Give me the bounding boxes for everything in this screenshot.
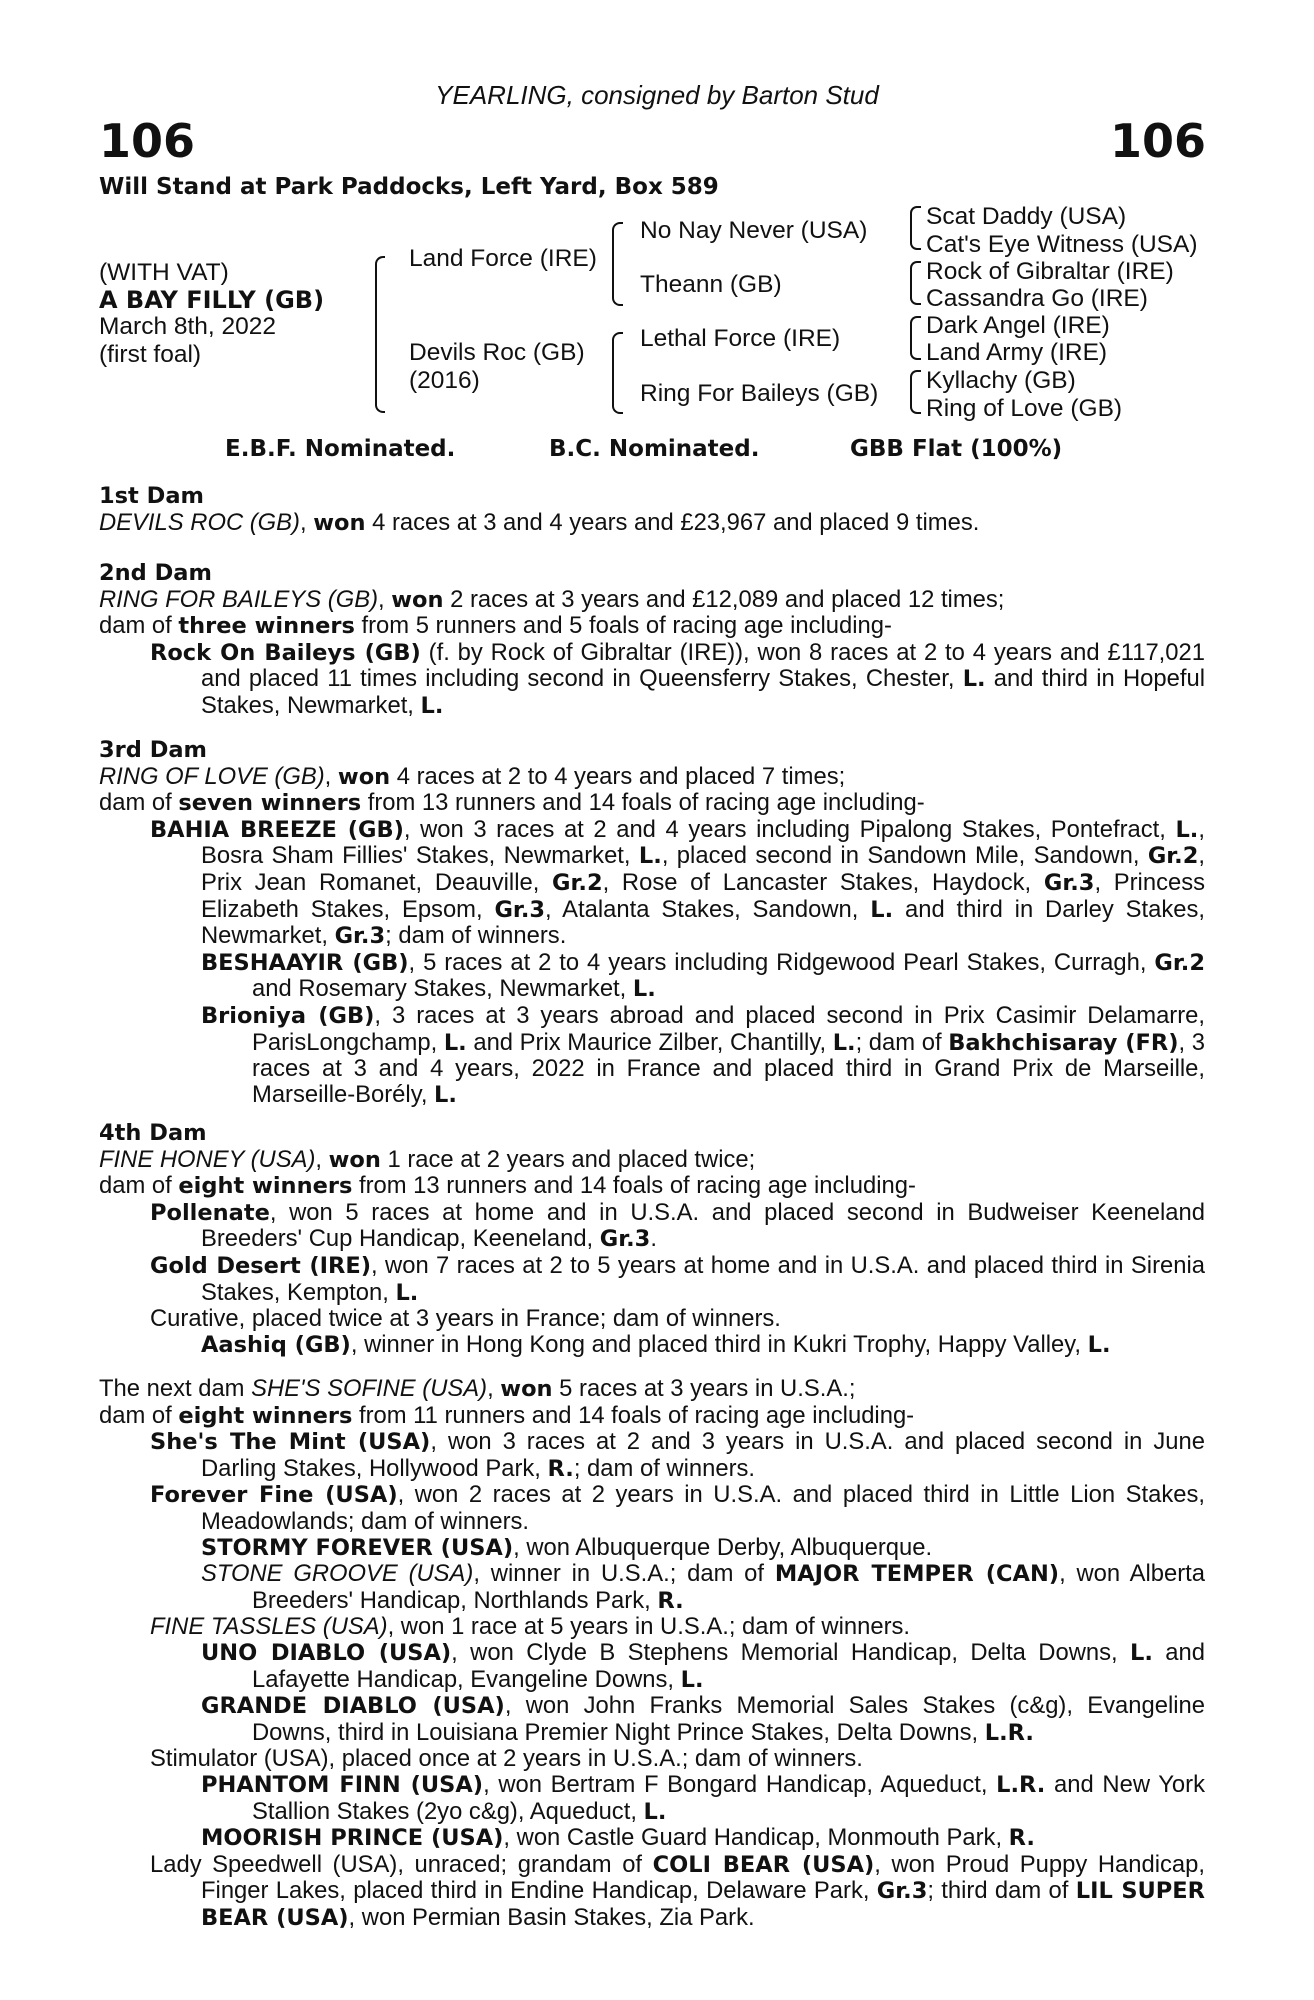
lot-number-right: 106: [1109, 114, 1206, 168]
race-grade: Gr.3: [876, 1878, 928, 1905]
produce-entry: [99, 1535, 1205, 1562]
first-dam-record: 4 races at 3 and 4 years and £23,967 and placed 9 times.: [365, 508, 980, 536]
produce-text: , won Albuquerque Derby, Albuquerque.: [513, 1533, 933, 1561]
third-dam-record: 4 races at 2 to 4 years and placed 7 times;: [390, 762, 846, 790]
produce-text: ; dam of: [855, 1028, 949, 1056]
produce-text: , won Proud Puppy Handicap, Finger Lakes, placed third in Endine Handicap, Delaware Park,: [201, 1850, 1205, 1905]
third-dam-name: RING OF LOVE (GB): [99, 762, 325, 790]
produce-text: , 3 races at 3 years abroad and placed second in Prix Casimir Delamarre, ParisLongchamp,: [252, 1001, 1205, 1056]
race-grade: L.R.: [996, 1771, 1046, 1798]
produce-name: Brioniya (GB): [201, 1002, 375, 1029]
produce-text: and Prix Maurice Zilber, Chantilly,: [466, 1028, 833, 1056]
race-grade: R.: [547, 1455, 574, 1482]
third-dam-line: RING OF LOVE (GB), won 4 races at 2 to 4 years and placed 7 times;: [99, 762, 846, 790]
pedigree-sire-dam: Theann (GB): [640, 271, 782, 298]
third-dam-heading: 3rd Dam: [99, 737, 207, 763]
produce-text: , won Permian Basin Stakes, Zia Park.: [348, 1903, 755, 1931]
pedigree-brace-g1: [910, 206, 921, 250]
second-dam-produce: [99, 613, 1205, 640]
produce-text: , won 7 races at 2 to 5 years at home and in U.S.A. and placed third in Sirenia Stakes, Kempton,: [201, 1251, 1205, 1306]
race-grade: L.R.: [984, 1719, 1034, 1746]
produce-name: Rock On Baileys (GB): [150, 639, 421, 666]
fourth-dam-section: [99, 1121, 1205, 1358]
produce-name: LIL SUPER BEAR (USA): [201, 1878, 1205, 1931]
produce-text: Lady Speedwell (USA), unraced; grandam of: [150, 1850, 653, 1878]
produce-name: Aashiq (GB): [201, 1331, 351, 1358]
race-grade: Gr.2: [1154, 949, 1205, 976]
produce-name: FINE TASSLES (USA): [150, 1613, 388, 1641]
won-label: won: [313, 509, 366, 536]
won-label: won: [500, 1376, 553, 1402]
lot-number-left: 106: [99, 114, 196, 168]
produce-name: COLI BEAR (USA): [652, 1851, 875, 1878]
produce-text: , won Clyde B Stephens Memorial Handicap, Delta Downs,: [451, 1638, 1131, 1666]
pedigree-brace-g4: [910, 370, 921, 414]
produce-entry: [99, 1003, 1205, 1108]
next-dam-name: SHE'S SOFINE (USA): [251, 1375, 488, 1402]
produce-entry: [99, 950, 1205, 1003]
fourth-dam-produce: [99, 1173, 1205, 1200]
produce-text: ; dam of winners.: [385, 922, 567, 950]
race-grade: L.: [1175, 816, 1199, 843]
pedigree-g3-2: Cat's Eye Witness (USA): [926, 231, 1198, 258]
won-label: won: [328, 1146, 381, 1173]
pedigree-brace-g3: [910, 316, 921, 360]
next-dam-intro: The next dam: [99, 1375, 252, 1402]
race-grade: Gr.2: [552, 869, 603, 896]
runners-text: from 13 runners and 14 foals of racing age including-: [361, 789, 925, 817]
produce-text: Curative, placed twice at 3 years in France; dam of winners.: [150, 1305, 781, 1333]
produce-text: ; third dam of: [927, 1877, 1076, 1905]
produce-text: , won 3 races at 2 and 4 years including Pipalong Stakes, Pontefract,: [403, 815, 1176, 843]
produce-entry: [99, 1306, 1205, 1332]
race-grade: Gr.3: [599, 1226, 651, 1253]
produce-name: PHANTOM FINN (USA): [201, 1771, 484, 1798]
produce-text: Stimulator (USA), placed once at 2 years in U.S.A.; dam of winners.: [150, 1745, 863, 1773]
produce-name: STORMY FOREVER (USA): [201, 1534, 514, 1561]
produce-entry: [99, 1614, 1205, 1640]
winners-count: eight winners: [178, 1173, 353, 1200]
produce-name: BESHAAYIR (GB): [201, 949, 409, 976]
produce-entry: [99, 1482, 1205, 1534]
produce-entry: [99, 1746, 1205, 1772]
foal-note: (first foal): [99, 341, 202, 368]
produce-text: , winner in U.S.A.; dam of: [473, 1560, 775, 1588]
produce-text: and New York Stallion Stakes (2yo c&g), Aqueduct,: [252, 1770, 1205, 1825]
produce-text: , Bosra Sham Fillies' Stakes, Newmarket,: [201, 815, 1205, 870]
produce-text: , won 2 races at 2 years in U.S.A. and placed third in Little Lion Stakes, Meadowlands; dam of winners.: [201, 1481, 1205, 1535]
first-dam-name: DEVILS ROC (GB): [99, 508, 300, 536]
pedigree-g3-1: Scat Daddy (USA): [926, 203, 1127, 230]
produce-name: Gold Desert (IRE): [150, 1252, 372, 1279]
race-grade: L.: [870, 896, 894, 923]
race-grade: R.: [657, 1587, 684, 1614]
produce-text: , Prix Jean Romanet, Deauville,: [201, 842, 1205, 896]
produce-text: , won Alberta Breeders' Handicap, Northlands Park,: [252, 1560, 1205, 1614]
race-grade: L.: [643, 1798, 667, 1825]
horse-name: A BAY FILLY (GB): [99, 286, 325, 314]
race-grade: R.: [1008, 1825, 1035, 1852]
dam-of: dam of: [99, 789, 179, 817]
produce-name: BAHIA BREEZE (GB): [150, 816, 404, 843]
produce-entry: [99, 817, 1205, 950]
produce-name: Bakhchisaray (FR): [948, 1029, 1179, 1056]
produce-entry: [99, 1332, 1205, 1359]
runners-text: from 13 runners and 14 foals of racing age including-: [352, 1172, 916, 1200]
pedigree-g3-4: Cassandra Go (IRE): [926, 285, 1148, 312]
pedigree-dam-brace: [612, 332, 623, 414]
pedigree-brace-g2: [910, 261, 921, 305]
bc-nomination: B.C. Nominated.: [549, 436, 760, 462]
foaled-date: March 8th, 2022: [99, 313, 277, 340]
race-grade: L.: [680, 1666, 704, 1693]
produce-text: and third in Darley Stakes, Newmarket,: [201, 895, 1205, 950]
next-dam-section: [99, 1376, 1205, 1931]
stable-location: Will Stand at Park Paddocks, Left Yard, Box 589: [99, 174, 719, 200]
pedigree-dam-dam: Ring For Baileys (GB): [640, 380, 879, 407]
winners-count: eight winners: [178, 1402, 353, 1429]
pedigree-g3-3: Rock of Gibraltar (IRE): [926, 258, 1174, 285]
race-grade: Gr.3: [334, 923, 386, 950]
pedigree-g3-8: Ring of Love (GB): [926, 395, 1123, 422]
produce-text: (f. by Rock of Gibraltar (IRE)), won 8 races at 2 to 4 years and £117,021 and placed 11 times including second in Queensferry Stakes, Chester,: [201, 638, 1205, 693]
pedigree-g3-7: Kyllachy (GB): [926, 367, 1076, 394]
third-dam-produce: [99, 790, 1205, 817]
produce-name: Forever Fine (USA): [150, 1482, 398, 1509]
produce-text: , 5 races at 2 to 4 years including Ridgewood Pearl Stakes, Curragh,: [408, 948, 1155, 976]
produce-text: , 3 races at 3 and 4 years, 2022 in France and placed third in Grand Prix de Marseille, Marseille-Borély,: [252, 1028, 1205, 1108]
produce-text: ; dam of winners.: [573, 1454, 756, 1482]
produce-entry: [99, 1253, 1205, 1306]
second-dam-section: [99, 561, 1205, 720]
produce-text: , won 5 races at home and in U.S.A. and placed second in Budweiser Keeneland Breeders' Cup Handicap, Keeneland,: [201, 1198, 1205, 1253]
dam-of: dam of: [99, 1401, 179, 1429]
produce-name: She's The Mint (USA): [150, 1429, 431, 1456]
won-label: won: [391, 586, 444, 613]
produce-text: and Rosemary Stakes, Newmarket,: [252, 975, 633, 1003]
produce-text: , Rose of Lancaster Stakes, Haydock,: [602, 868, 1044, 896]
pedigree-sire-sire: No Nay Never (USA): [640, 217, 868, 244]
race-grade: L.: [443, 1029, 467, 1056]
third-dam-section: [99, 738, 1205, 1108]
second-dam-record: 2 races at 3 years and £12,089 and placed 12 times;: [443, 585, 1005, 613]
first-dam-section: [99, 484, 1205, 536]
pedigree-sire: Land Force (IRE): [409, 245, 597, 272]
produce-name: MOORISH PRINCE (USA): [201, 1825, 504, 1852]
pedigree-main-brace: [375, 256, 385, 413]
produce-entry: [99, 1825, 1205, 1852]
dam-of: dam of: [99, 1172, 179, 1200]
produce-entry: [99, 1200, 1205, 1253]
runners-text: from 11 runners and 14 foals of racing age including-: [352, 1401, 915, 1429]
winners-count: seven winners: [178, 790, 362, 817]
produce-name: Pollenate: [150, 1199, 270, 1226]
pedigree-g3-5: Dark Angel (IRE): [926, 312, 1110, 339]
pedigree-sire-brace: [612, 222, 623, 306]
produce-text: and third in Hopeful Stakes, Newmarket,: [201, 665, 1205, 719]
race-grade: L.: [832, 1029, 856, 1056]
fourth-dam-record: 1 race at 2 years and placed twice;: [380, 1145, 756, 1173]
race-grade: L.: [632, 976, 656, 1003]
produce-name: GRANDE DIABLO (USA): [201, 1693, 505, 1720]
produce-name: UNO DIABLO (USA): [201, 1639, 452, 1666]
produce-entry: [99, 1693, 1205, 1746]
race-grade: L.: [420, 692, 444, 719]
produce-text: , placed second in Sandown Mile, Sandown,: [661, 842, 1148, 870]
produce-text: , Princess Elizabeth Stakes, Epsom,: [201, 868, 1205, 923]
produce-name: STONE GROOVE (USA): [201, 1560, 474, 1588]
ebf-nomination: E.B.F. Nominated.: [225, 436, 456, 462]
consignment-subtitle: YEARLING, consigned by Barton Stud: [435, 80, 879, 110]
fourth-dam-name: FINE HONEY (USA): [99, 1145, 316, 1173]
second-dam-name: RING FOR BAILEYS (GB): [99, 585, 378, 613]
produce-text: , won 3 races at 2 and 3 years in U.S.A. and placed second in June Darling Stakes, Hollywood Park,: [201, 1428, 1205, 1482]
produce-text: , won Bertram F Bongard Handicap, Aqueduct,: [483, 1770, 997, 1798]
race-grade: Gr.2: [1147, 843, 1199, 870]
race-grade: L.: [1087, 1331, 1111, 1358]
produce-name: MAJOR TEMPER (CAN): [774, 1561, 1060, 1588]
race-grade: L.: [638, 843, 662, 870]
race-grade: L.: [395, 1279, 419, 1306]
produce-text: .: [650, 1225, 657, 1253]
second-dam-line: RING FOR BAILEYS (GB), won 2 races at 3 years and £12,089 and placed 12 times;: [99, 585, 1005, 613]
second-dam-heading: 2nd Dam: [99, 560, 212, 586]
first-dam-heading: 1st Dam: [99, 483, 204, 509]
pedigree-dam: Devils Roc (GB): [409, 339, 585, 366]
race-grade: L.: [434, 1081, 457, 1108]
next-dam-record: 5 races at 3 years in U.S.A.;: [552, 1375, 856, 1402]
produce-text: , won John Franks Memorial Sales Stakes (c&g), Evangeline Downs, third in Louisiana Premier Night Prince Stakes, Delta Downs,: [252, 1692, 1205, 1746]
produce-text: , won 1 race at 5 years in U.S.A.; dam of winners.: [387, 1613, 911, 1641]
race-grade: L.: [1130, 1639, 1153, 1666]
first-dam-line: DEVILS ROC (GB), won 4 races at 3 and 4 years and £23,967 and placed 9 times.: [99, 508, 980, 536]
pedigree-dam-year: (2016): [409, 367, 480, 394]
won-label: won: [337, 763, 391, 790]
produce-text: , won Castle Guard Handicap, Monmouth Park,: [503, 1824, 1009, 1852]
race-grade: Gr.3: [494, 896, 546, 923]
produce-entry: [99, 1640, 1205, 1693]
dam-of: dam of: [99, 612, 179, 640]
produce-entry: [99, 1429, 1205, 1482]
produce-text: , Atalanta Stakes, Sandown,: [545, 895, 871, 923]
fourth-dam-heading: 4th Dam: [99, 1120, 207, 1146]
produce-entry: [99, 640, 1205, 720]
produce-entry: [99, 1852, 1205, 1932]
produce-entry: [99, 1561, 1205, 1614]
pedigree-dam-sire: Lethal Force (IRE): [640, 325, 841, 352]
produce-text: and Lafayette Handicap, Evangeline Downs,: [252, 1638, 1206, 1693]
pedigree-g3-6: Land Army (IRE): [926, 339, 1108, 366]
winners-count: three winners: [178, 613, 355, 640]
produce-text: , winner in Hong Kong and placed third in Kukri Trophy, Happy Valley,: [350, 1330, 1088, 1358]
runners-text: from 5 runners and 5 foals of racing age including-: [354, 612, 892, 640]
produce-entry: [99, 1772, 1205, 1825]
gbb-flat: GBB Flat (100%): [850, 436, 1063, 462]
next-dam-line: The next dam SHE'S SOFINE (USA), won 5 races at 3 years in U.S.A.;: [99, 1375, 856, 1402]
race-grade: Gr.3: [1043, 869, 1095, 896]
next-dam-produce: [99, 1403, 1205, 1430]
race-grade: L.: [962, 666, 986, 693]
fourth-dam-line: FINE HONEY (USA), won 1 race at 2 years and placed twice;: [99, 1145, 756, 1173]
vat-note: (WITH VAT): [99, 259, 229, 286]
